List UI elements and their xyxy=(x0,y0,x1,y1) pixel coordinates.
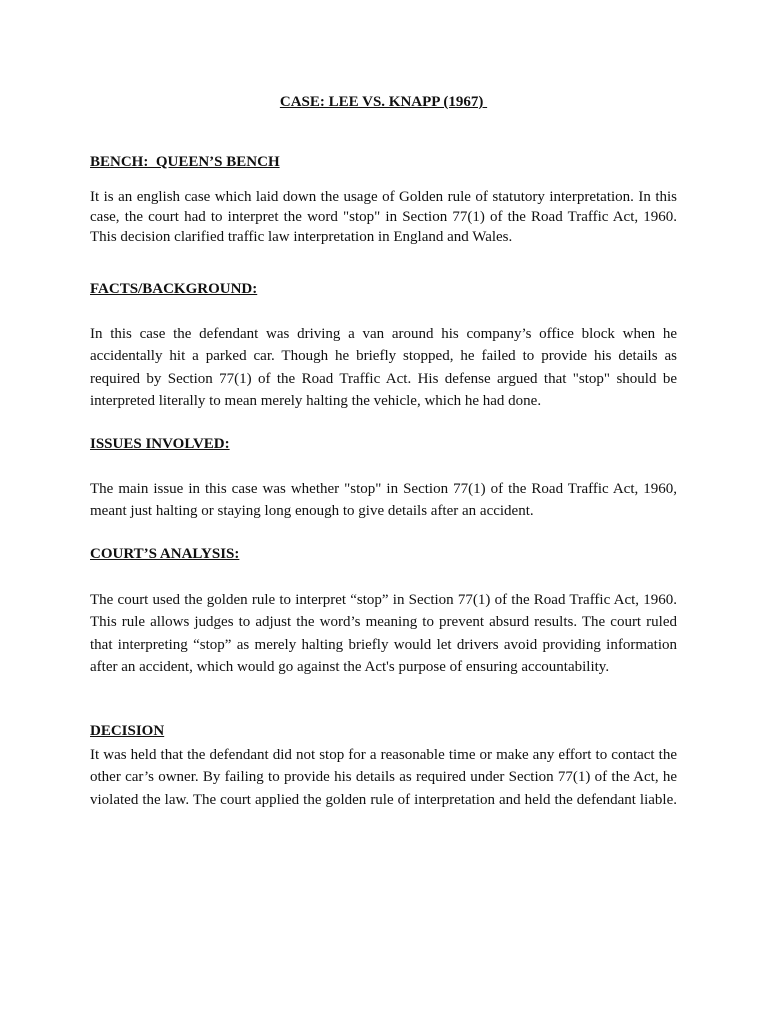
analysis-heading: COURT’S ANALYSIS: xyxy=(90,546,240,562)
decision-paragraph: It was held that the defendant did not stop for a reasonable time or make any effort to contact the other car’s owner. By failing to provide his details as required under Section 77(1) of the Act, he violated the law. The court applied the golden rule of interpretation and held the defendant liable. xyxy=(90,747,677,808)
facts-paragraph: In this case the defendant was driving a van around his company’s office block when he accidentally hit a parked car. Though he briefly stopped, he failed to provide his details as required by Section 77(1) of the Road Traffic Act. His defense argued that "stop" should be interpreted literally to mean merely halting the vehicle, which he had done. xyxy=(90,326,677,409)
case-title: CASE: LEE VS. KNAPP (1967) xyxy=(279,94,488,110)
facts-heading: FACTS/BACKGROUND: xyxy=(90,281,258,297)
decision-heading: DECISION xyxy=(90,723,165,739)
issues-heading: ISSUES INVOLVED: xyxy=(90,436,230,452)
analysis-paragraph: The court used the golden rule to interpret “stop” in Section 77(1) of the Road Traffic Act, 1960. This rule allows judges to adjust the word’s meaning to prevent absurd results. The court ruled that interpreting “stop” as merely halting briefly would let drivers avoid providing information after an accident, which would go against the Act's purpose of ensuring accountability. xyxy=(90,592,677,675)
bench-heading: BENCH: QUEEN’S BENCH xyxy=(90,154,280,170)
intro-paragraph: It is an english case which laid down the usage of Golden rule of statutory interpretation. In this case, the court had to interpret the word "stop" in Section 77(1) of the Road Traffic Act, 1960. This decision clarified traffic law interpretation in England and Wales. xyxy=(90,189,677,245)
issues-paragraph: The main issue in this case was whether "stop" in Section 77(1) of the Road Traffic Act, 1960, meant just halting or staying long enough to give details after an accident. xyxy=(90,481,677,520)
